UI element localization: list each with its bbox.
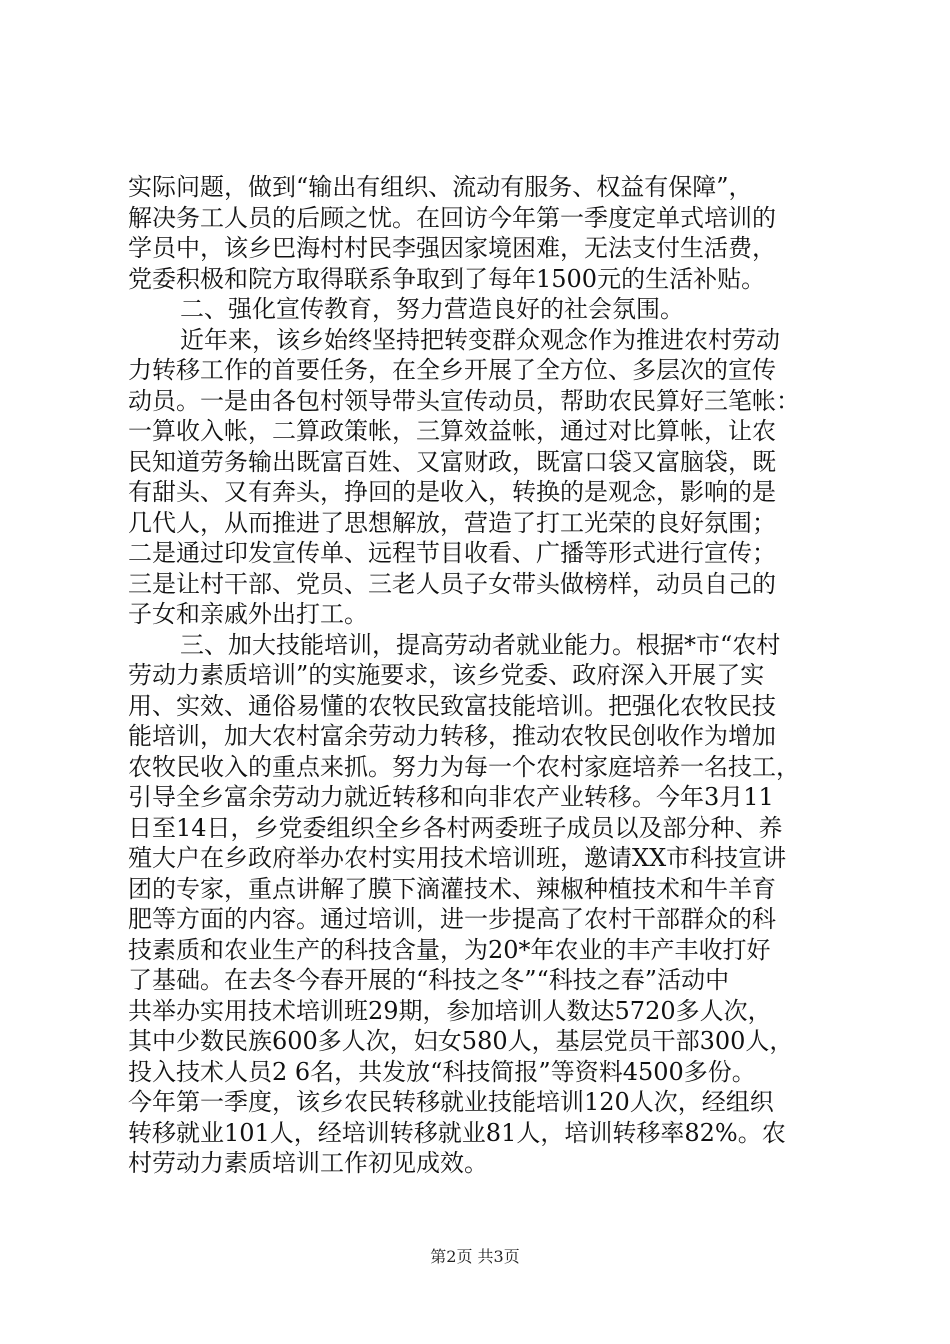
text-line: 几代人，从而推进了思想解放，营造了打工光荣的良好氛围； [128, 508, 776, 537]
text-line: 近年来，该乡始终坚持把转变群众观念作为推进农村劳动 [180, 325, 780, 354]
text-line: 共举办实用技术培训班29期，参加培训人数达5720多人次， [128, 996, 772, 1025]
text-line: 党委积极和院方取得联系争取到了每年1500元的生活补贴。 [128, 264, 766, 293]
text-line: 劳动力素质培训”的实施要求，该乡党委、政府深入开展了实 [128, 661, 765, 689]
text-line: 殖大户在乡政府举办农村实用技术培训班，邀请XX市科技宣讲 [128, 844, 787, 872]
text-line: 用、实效、通俗易懂的农牧民致富技能培训。把强化农牧民技 [128, 691, 776, 720]
page-footer: 第2页 共3页 [430, 1247, 520, 1266]
text-line: 日至14日，乡党委组织全乡各村两委班子成员以及部分种、养 [128, 813, 783, 842]
text-line: 农牧民收入的重点来抓。努力为每一个农村家庭培养一名技工， [128, 752, 800, 781]
text-line: 投入技术人员2 6名，共发放“科技简报”等资料4500多份。 [128, 1057, 756, 1086]
text-line: 了基础。在去冬今春开展的“科技之冬”“科技之春”活动中 [128, 966, 730, 994]
text-line: 今年第一季度，该乡农民转移就业技能培训120人次，经组织 [128, 1088, 774, 1116]
text-line: 二是通过印发宣传单、远程节目收看、广播等形式进行宣传； [128, 539, 776, 567]
text-line: 转移就业101人，经培训转移就业81人，培训转移率82%。农 [128, 1118, 786, 1147]
text-line: 三、加大技能培训，提高劳动者就业能力。根据*市“农村 [180, 630, 781, 659]
text-line: 子女和亲戚外出打工。 [128, 600, 368, 628]
text-line: 解决务工人员的后顾之忧。在回访今年第一季度定单式培训的 [128, 203, 776, 232]
text-line: 学员中，该乡巴海村村民李强因家境困难，无法支付生活费， [128, 234, 776, 262]
text-line: 二、强化宣传教育，努力营造良好的社会氛围。 [180, 295, 684, 323]
text-line: 力转移工作的首要任务，在全乡开展了全方位、多层次的宣传 [128, 356, 776, 384]
text-line: 其中少数民族600多人次，妇女580人，基层党员干部300人， [128, 1027, 794, 1055]
text-line: 一算收入帐，二算政策帐，三算效益帐，通过对比算帐，让农 [128, 417, 776, 445]
text-line: 民知道劳务输出既富百姓、又富财政，既富口袋又富脑袋，既 [128, 447, 776, 476]
text-line: 引导全乡富余劳动力就近转移和向非农产业转移。今年3月11 [128, 783, 774, 811]
text-line: 有甜头、又有奔头，挣回的是收入，转换的是观念，影响的是 [128, 478, 776, 506]
document-body [128, 172, 828, 1179]
text-line: 肥等方面的内容。通过培训，进一步提高了农村干部群众的科 [128, 905, 776, 933]
text-line: 技素质和农业生产的科技含量，为20*年农业的丰产丰收打好 [128, 935, 771, 964]
text-line: 三是让村干部、党员、三老人员子女带头做榜样，动员自己的 [128, 569, 776, 598]
text-line: 动员。一是由各包村领导带头宣传动员，帮助农民算好三笔帐： [128, 386, 800, 415]
text-line: 村劳动力素质培训工作初见成效。 [128, 1149, 488, 1177]
text-line: 实际问题，做到“输出有组织、流动有服务、权益有保障”， [128, 173, 753, 201]
text-line: 团的专家，重点讲解了膜下滴灌技术、辣椒种植技术和牛羊育 [128, 874, 776, 903]
text-line: 能培训，加大农村富余劳动力转移，推动农牧民创收作为增加 [128, 722, 776, 750]
